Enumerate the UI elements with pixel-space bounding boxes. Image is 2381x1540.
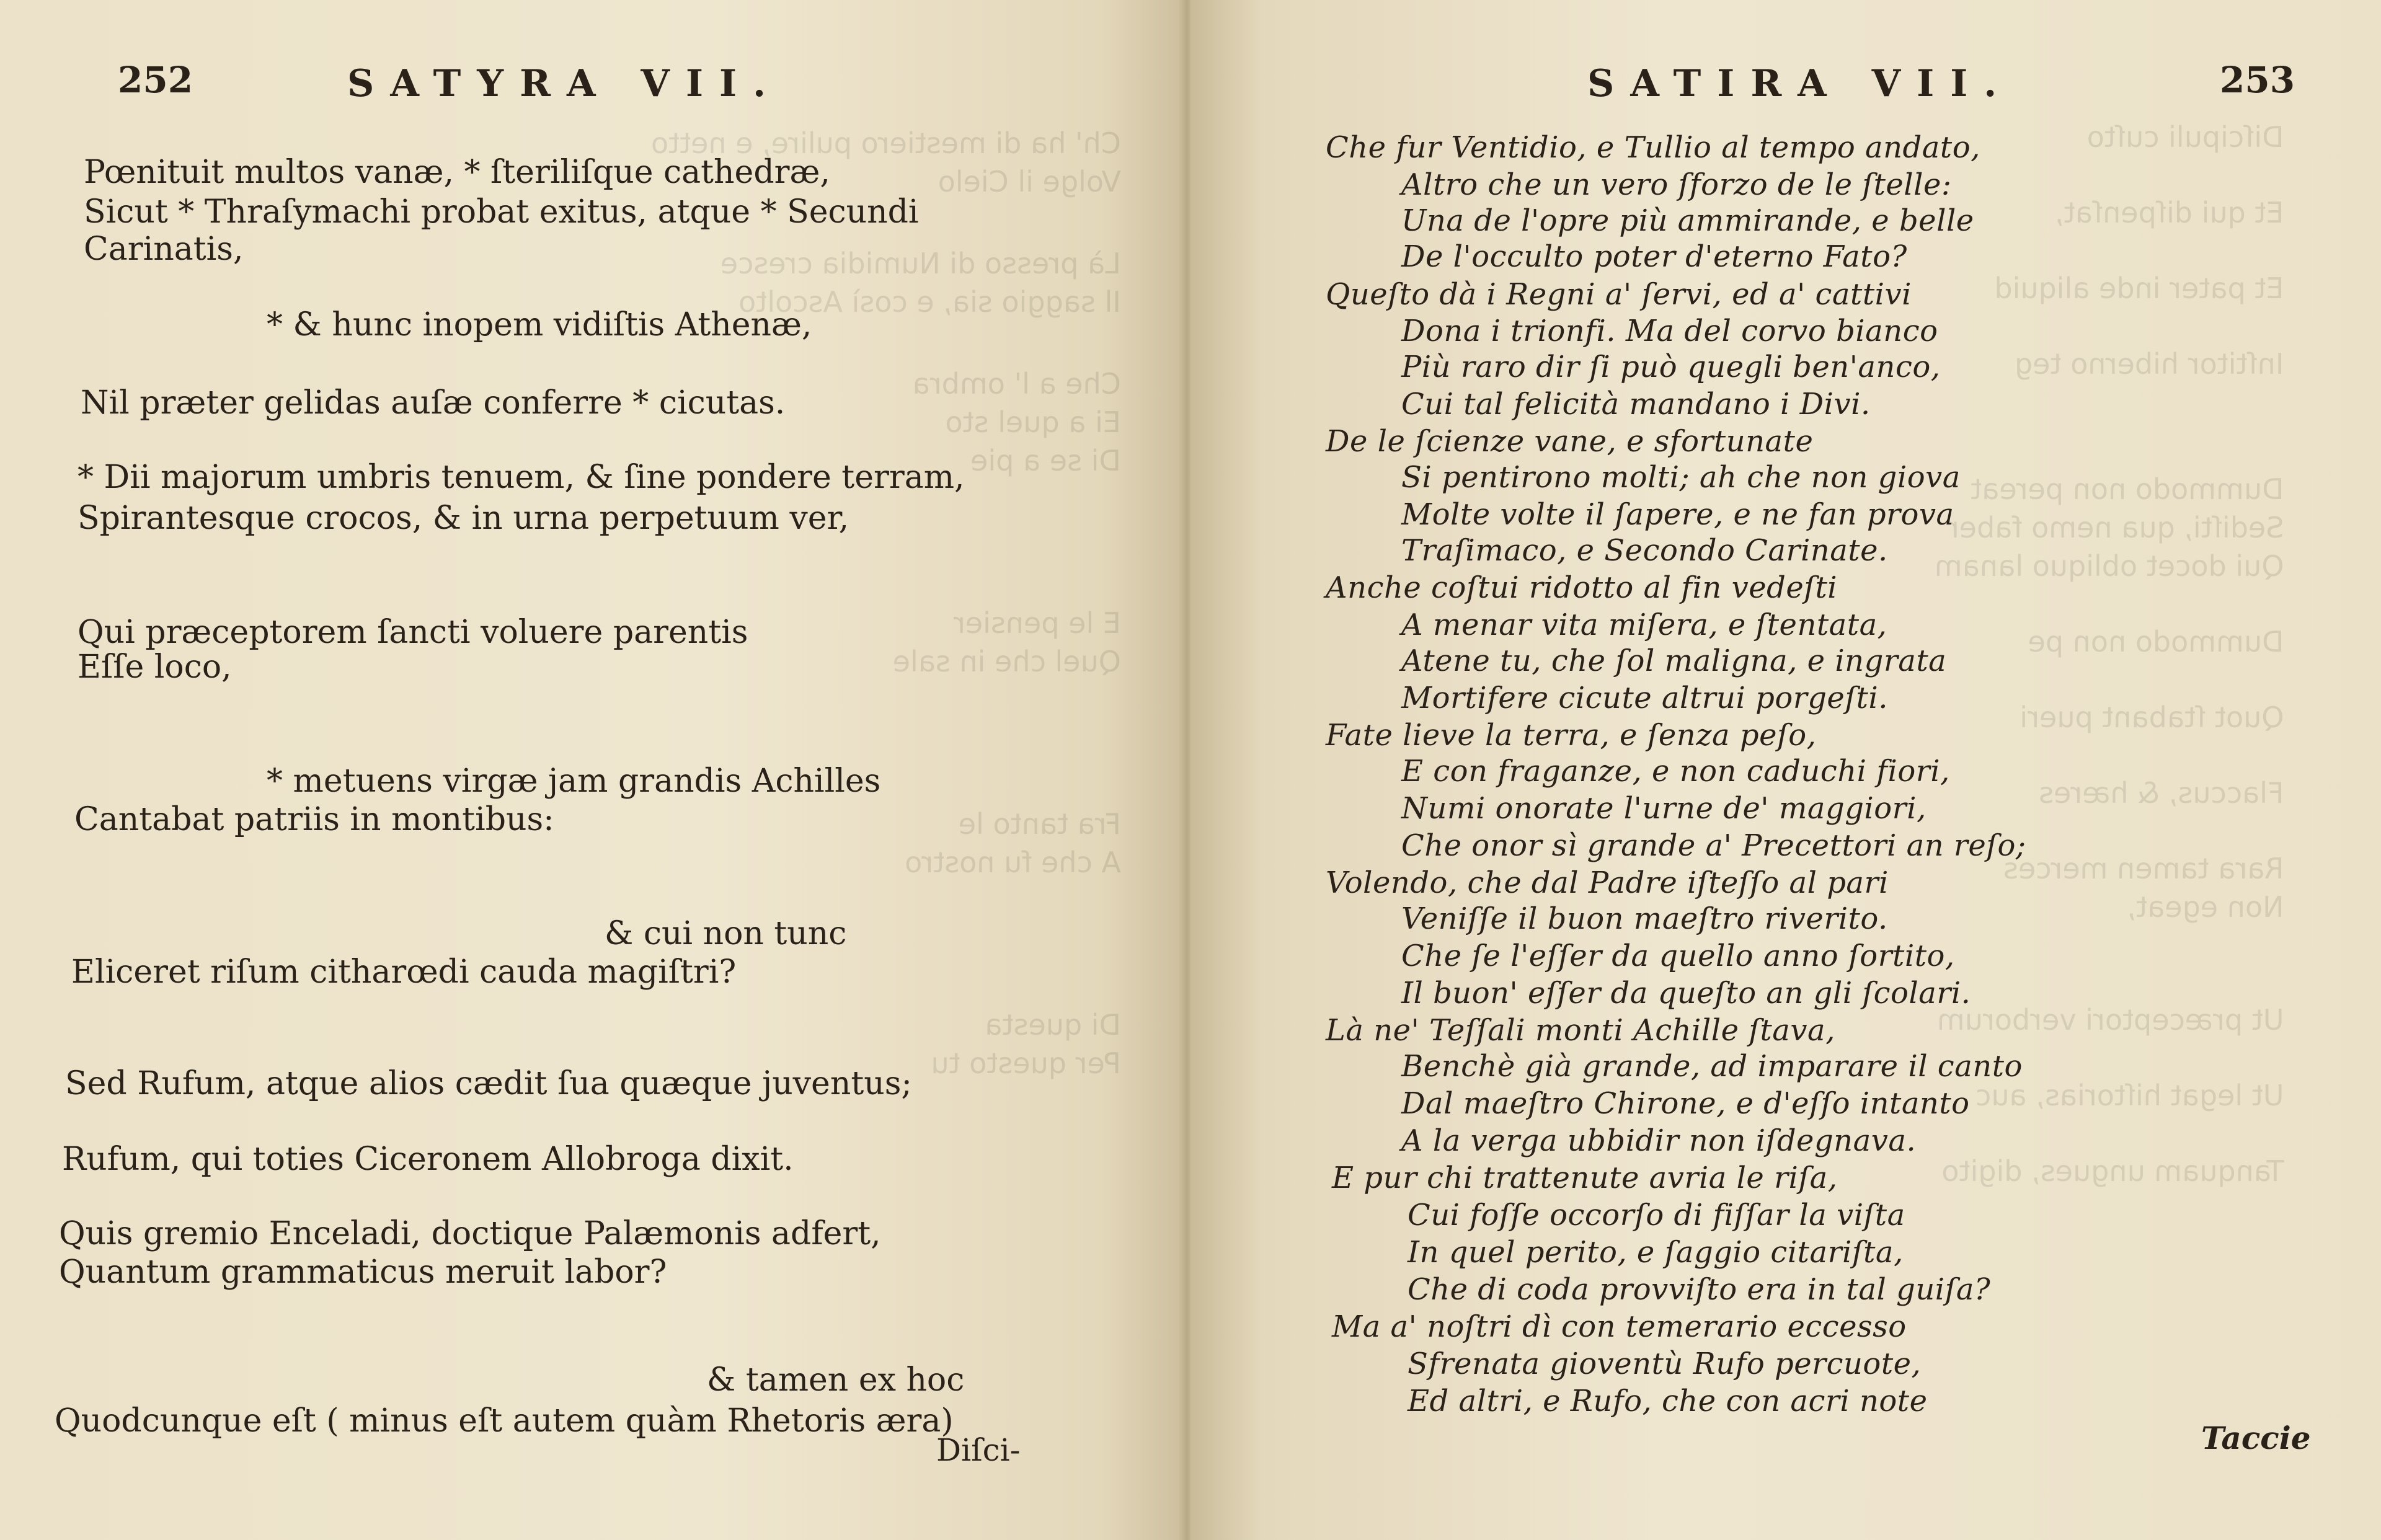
- bleed-line: Rara tamen merces: [2003, 852, 2284, 885]
- bleed-line: Et pater inde aliquid: [1994, 272, 2284, 305]
- verse-line: Volendo, che dal Padre iſteſſo al pari: [1326, 865, 1889, 900]
- bleed-line: Dummodo non pereat: [1971, 472, 2284, 506]
- right-running-title: SATIRA VII.: [1587, 62, 2013, 105]
- verse-line: Sfrenata gioventù Rufo percuote,: [1408, 1347, 1922, 1381]
- verse-line: Nil præter gelidas auſæ conferre * cicutas.: [81, 384, 786, 422]
- verse-line: De l'occulto poter d'eterno Fato?: [1401, 239, 1907, 274]
- bleed-line: Non egeat,: [2127, 890, 2284, 924]
- bleed-line: Ut legat hiſtorias, auc: [1975, 1079, 2284, 1112]
- bleed-line: Inſtitor hiberno teg: [2015, 347, 2284, 381]
- verse-line: E pur chi trattenute avria le riſa,: [1332, 1161, 1838, 1195]
- bleed-line: E le pensier: [953, 606, 1121, 640]
- verse-line: Quis gremio Enceladi, doctique Palæmonis adfert,: [59, 1215, 881, 1252]
- bleed-line: Dummodo non pe: [2028, 625, 2284, 658]
- verse-line: A menar vita miſera, e ſtentata,: [1401, 608, 1887, 642]
- verse-line: Che di coda provviſto era in tal guiſa?: [1408, 1272, 1991, 1307]
- verse-line: Che onor sì grande a' Precettori an reſo;: [1401, 828, 2026, 863]
- verse-line: Spirantesque crocos, & in urna perpetuum ver,: [78, 500, 849, 537]
- verse-line: Rufum, qui toties Ciceronem Allobroga dixit.: [62, 1141, 794, 1178]
- bleed-line: Tanquam ungues, digito: [1941, 1154, 2284, 1188]
- verse-line: Altro che un vero ſforzo de le ſtelle:: [1401, 167, 1952, 202]
- verse-line: Quantum grammaticus meruit labor?: [59, 1254, 667, 1291]
- verse-line: Che ſe l'eſſer da quello anno ſortito,: [1401, 939, 1955, 973]
- left-running-title: SATYRA VII.: [347, 62, 782, 105]
- bleed-line: Ut præceptori verborum: [1936, 1003, 2284, 1037]
- verse-line: Il buon' eſſer da queſto an gli ſcolari.: [1401, 976, 1971, 1011]
- bleed-line: Ei a quel sto: [945, 405, 1121, 439]
- bleed-line: Fra tanto le: [958, 807, 1121, 841]
- verse-line: Mortifere cicute altrui porgeſti.: [1401, 681, 1888, 715]
- verse-line: Cantabat patriis in montibus:: [74, 801, 554, 838]
- verse-line: Dal maeſtro Chirone, e d'eſſo intanto: [1401, 1086, 1970, 1121]
- verse-line: & tamen ex hoc: [707, 1361, 965, 1399]
- bleed-line: Il saggio sia, e così Ascolto: [738, 285, 1121, 319]
- bleed-line: Che a l' ombra: [912, 367, 1121, 400]
- verse-line: Molte volte il ſapere, e ne fan prova: [1401, 497, 1954, 532]
- verse-line: Numi onorate l'urne de' maggiori,: [1401, 791, 1927, 826]
- verse-line: Dona i trionfi. Ma del corvo bianco: [1401, 314, 1938, 348]
- right-page: [1190, 0, 2381, 1540]
- bleed-line: Di questa: [985, 1008, 1121, 1042]
- bleed-line: Et qui diſpenſat,: [2055, 196, 2284, 229]
- bleed-line: Quot ſtabant pueri: [2020, 701, 2284, 734]
- verse-line: Benchè già grande, ad imparare il canto: [1401, 1049, 2023, 1084]
- verse-line: Queſto dà i Regni a' ſervi, ed a' cattivi: [1326, 277, 1912, 312]
- bleed-line: Ch' ha di mestiero pulire, e netto: [651, 126, 1121, 160]
- verse-line: Carinatis,: [84, 231, 244, 268]
- verse-line: Sed Rufum, atque alios cædit ſua quæque juventus;: [65, 1065, 912, 1102]
- verse-line: Una de l'opre più ammirande, e belle: [1401, 203, 1974, 238]
- bleed-line: Qui docet obliquo lanam: [1935, 549, 2284, 583]
- bleed-line: Diſcipuli cuſto: [2086, 120, 2284, 154]
- bleed-line: Per questo tu: [931, 1047, 1121, 1080]
- verse-line: Traſimaco, e Secondo Carinate.: [1401, 533, 1888, 568]
- right-page-number: 253: [2220, 59, 2295, 101]
- bleed-line: Di se a pie: [970, 444, 1121, 477]
- verse-line: Cui foſſe occorſo di fiſſar la viſta: [1408, 1198, 1905, 1232]
- verse-line: Veniſſe il buon maeſtro riverito.: [1401, 901, 1888, 936]
- bleed-line: Sediſti, qua nemo faber: [1947, 511, 2284, 544]
- left-page: [0, 0, 1183, 1540]
- verse-line: Ma a' noſtri dì con temerario eccesso: [1332, 1309, 1907, 1344]
- left-catchword: Diſci-: [936, 1432, 1021, 1468]
- verse-line: Fate lieve la terra, e ſenza peſo,: [1326, 718, 1817, 753]
- verse-line: In quel perito, e ſaggio citariſta,: [1408, 1235, 1904, 1270]
- verse-line: Cui tal felicità mandano i Divi.: [1401, 387, 1871, 422]
- verse-line: * metuens virgæ jam grandis Achilles: [267, 763, 881, 800]
- bleed-line: A che fu nostro: [905, 846, 1121, 879]
- verse-line: Anche coſtui ridotto al fin vedeſti: [1326, 570, 1838, 605]
- verse-line: E con fraganze, e non caduchi fiori,: [1401, 754, 1950, 789]
- bleed-line: Quel che in sale: [892, 645, 1121, 678]
- bleed-line: Volge il Cielo: [938, 165, 1121, 198]
- right-bleed-through: [1935, 118, 2284, 1190]
- verse-line: Qui præceptorem ſancti voluere parentis: [78, 614, 748, 651]
- verse-line: Ed altri, e Rufo, che con acri note: [1408, 1384, 1928, 1418]
- verse-line: Atene tu, che ſol maligna, e ingrata: [1401, 644, 1947, 678]
- verse-line: Pœnituit multos vanæ, * ſteriliſque cathedræ,: [84, 154, 830, 191]
- verse-line: Là ne' Teſſali monti Achille ſtava,: [1326, 1013, 1835, 1048]
- bleed-line: Là presso di Numidia cresce: [720, 247, 1121, 280]
- verse-line: Sicut * Thraſymachi probat exitus, atque * Secundi: [84, 193, 919, 231]
- verse-line: Che fur Ventidio, e Tullio al tempo andato,: [1326, 130, 1980, 165]
- verse-line: Si pentirono molti; ah che non giova: [1401, 460, 1961, 495]
- verse-line: Più raro dir ſi può quegli ben'anco,: [1401, 350, 1941, 384]
- verse-line: * Dii majorum umbris tenuem, & ſine pondere terram,: [78, 459, 965, 496]
- verse-line: * & hunc inopem vidiſtis Athenæ,: [267, 306, 812, 343]
- verse-line: & cui non tunc: [605, 915, 847, 952]
- verse-line: De le ſcienze vane, e sfortunate: [1326, 424, 1814, 459]
- verse-line: A la verga ubbidir non iſdegnava.: [1401, 1123, 1917, 1158]
- verse-line: Quodcunque eſt ( minus eſt autem quàm Rhetoris æra): [55, 1402, 954, 1440]
- verse-line: Eſſe loco,: [78, 648, 232, 686]
- left-page-number: 252: [118, 59, 193, 101]
- verse-line: Eliceret riſum citharœdi cauda magiſtri?: [71, 954, 737, 991]
- right-catchword: Taccie: [2201, 1420, 2311, 1456]
- bleed-line: Flaccus, & hæres: [2039, 776, 2284, 810]
